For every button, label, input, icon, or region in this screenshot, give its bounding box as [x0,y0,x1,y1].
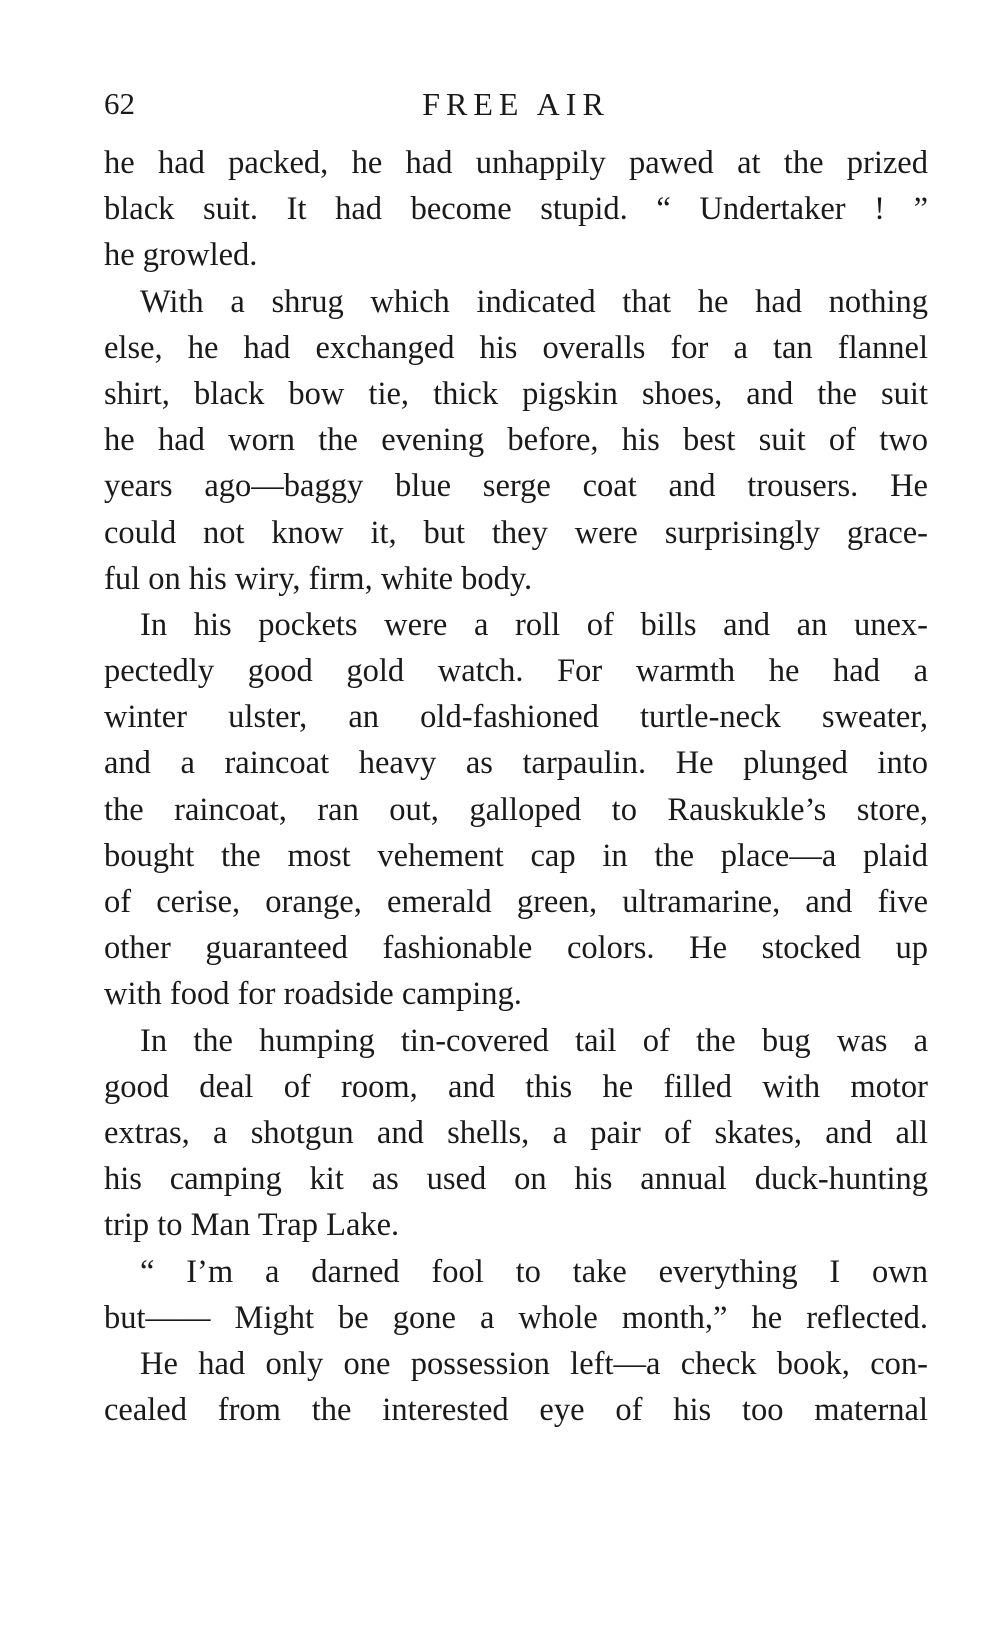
page-number: 62 [104,86,135,121]
text-line: of cerise, orange, emerald green, ultramarine, and five [104,884,928,920]
text-line: extras, a shotgun and shells, a pair of skates, and all [104,1114,928,1151]
text-line: In the humping tin-covered tail of the bug was a [140,1022,928,1059]
body-text [104,140,928,1433]
text-line: cealed from the interested eye of his too maternal [104,1392,928,1429]
text-line: trip to Man Trap Lake. [104,1207,400,1244]
text-line: years ago—baggy blue serge coat and trousers. He [104,468,928,505]
text-line: with food for roadside camping. [104,976,522,1013]
running-title: FREE AIR [422,86,610,122]
text-line: “ I’m a darned fool to take everything I own [140,1253,928,1290]
text-line: good deal of room, and this he filled with motor [104,1068,928,1105]
text-line: he had packed, he had unhappily pawed at the prized [104,145,928,181]
text-line: could not know it, but they were surprisingly grace- [104,514,928,551]
text-line: He had only one possession left—a check book, con- [140,1345,928,1382]
text-line: With a shrug which indicated that he had nothing [140,283,928,320]
text-line: In his pockets were a roll of bills and an unex- [140,606,928,643]
text-line: ful on his wiry, firm, white body. [104,560,533,597]
text-line: he had worn the evening before, his best suit of two [104,422,928,459]
text-line: bought the most vehement cap in the place—a plaid [104,837,928,874]
text-line: and a raincoat heavy as tarpaulin. He plunged into [104,745,928,782]
text-line: his camping kit as used on his annual duck-hunting [104,1161,928,1198]
text-line: other guaranteed fashionable colors. He stocked up [104,930,928,967]
text-line: winter ulster, an old-fashioned turtle-neck sweater, [104,699,928,736]
page-header [104,82,928,126]
text-line: but—— Might be gone a whole month,” he reflected. [104,1299,928,1336]
text-line: shirt, black bow tie, thick pigskin shoes, and the suit [104,375,928,412]
text-line: black suit. It had become stupid. “ Undertaker ! ” [104,191,928,228]
text-line: he growled. [104,237,258,274]
text-line: pectedly good gold watch. For warmth he had a [104,653,928,690]
text-line: else, he had exchanged his overalls for a tan flannel [104,329,928,366]
text-line: the raincoat, ran out, galloped to Rauskukle’s store, [104,791,928,828]
